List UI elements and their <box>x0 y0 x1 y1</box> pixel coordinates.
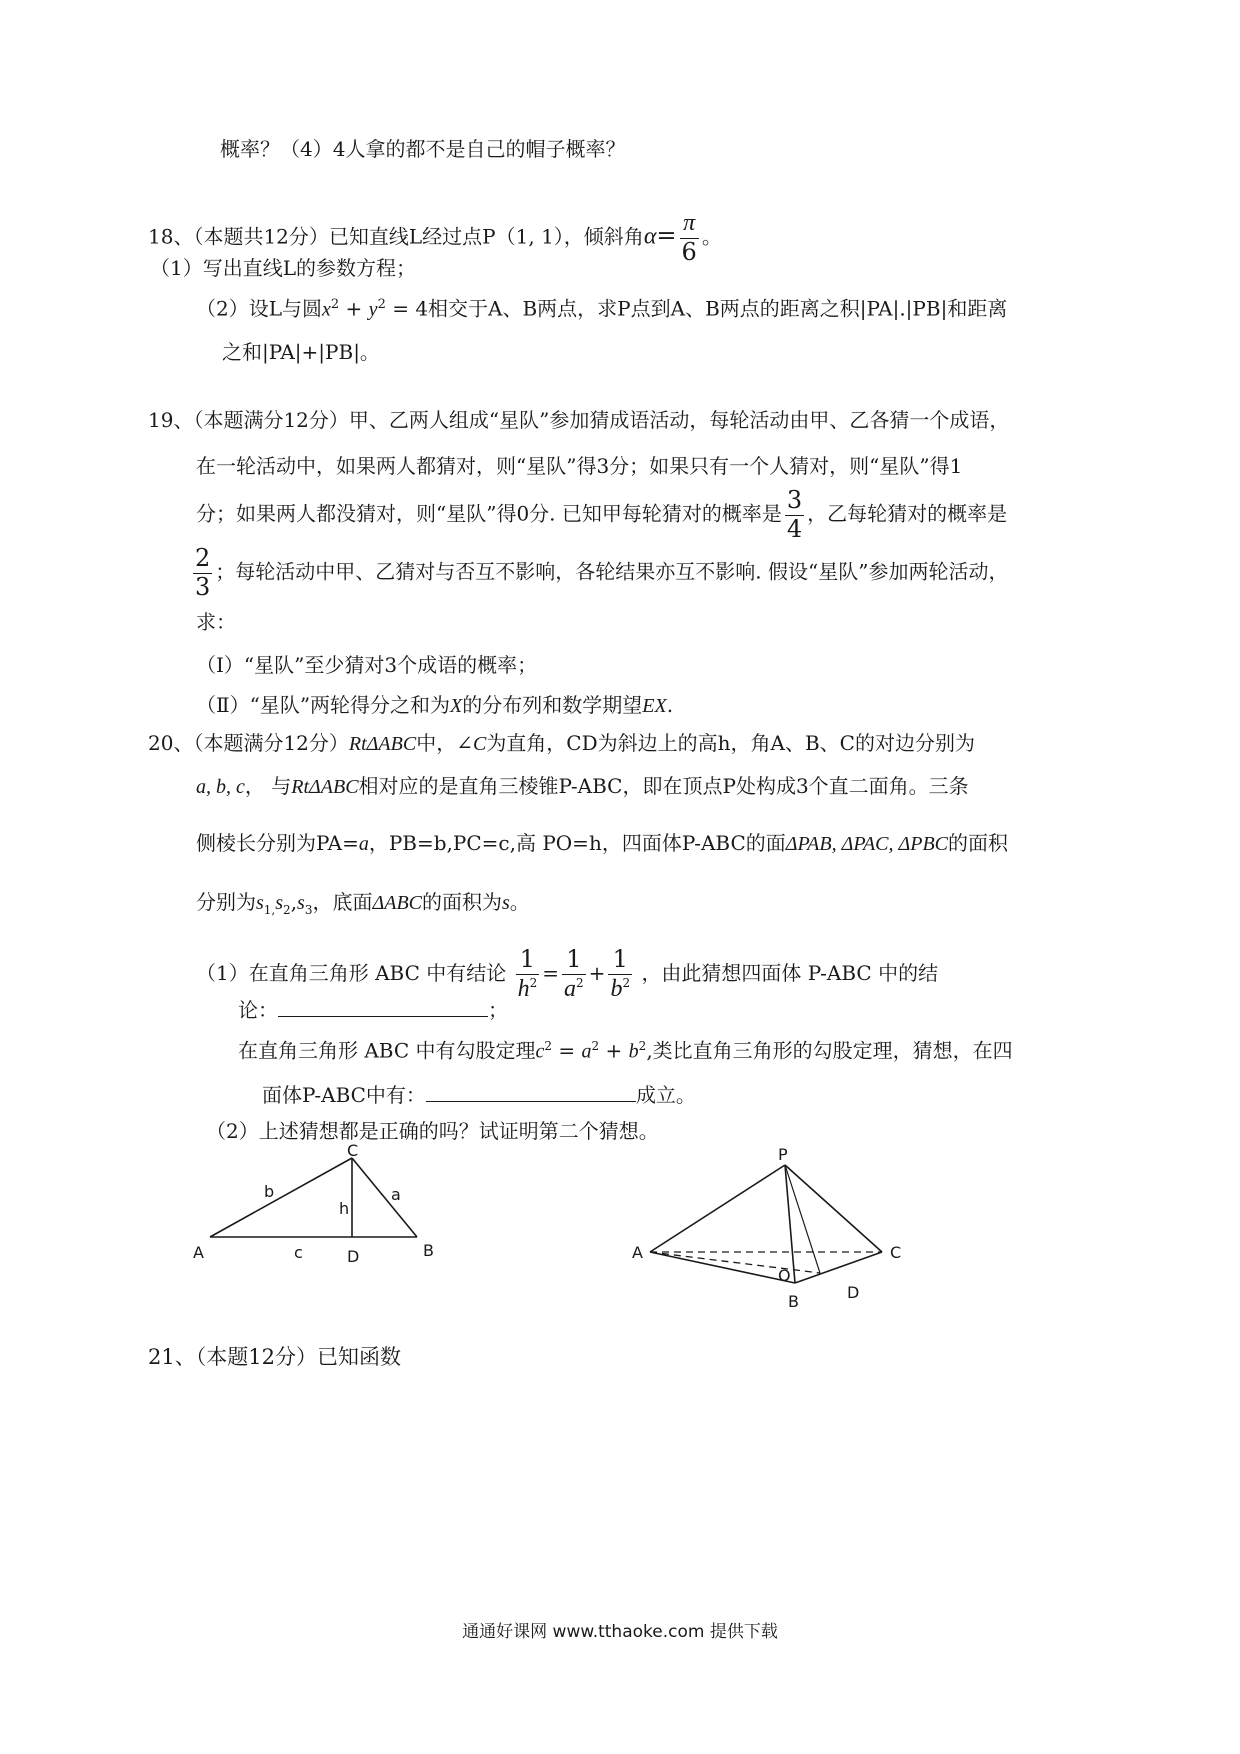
fig1-label-D: D <box>347 1247 360 1266</box>
fig1-label-c: c <box>294 1243 303 1262</box>
q19-line1: 19、（本题满分12分）甲、乙两人组成“星队”参加猜成语活动，每轮活动由甲、乙各猜一个成语， <box>148 408 1010 432</box>
q20-line2: a, b, c， 与RtΔABC相对应的是直角三棱锥P-ABC，即在顶点P处构成3个直二面角。三条 <box>196 774 969 798</box>
fig1-label-h: h <box>339 1199 350 1218</box>
q20-part1-line2: 论： ； <box>238 998 508 1022</box>
q19-part1: （I）“星队”至少猜对3个成语的概率； <box>196 653 538 677</box>
intro-line: 概率？（4）4人拿的都不是自己的帽子概率？ <box>220 137 626 161</box>
q20-part1-line3: 在直角三角形 ABC 中有勾股定理$c^2 = a^2 + b^2$,类比直角三角形的勾股定理，猜想，在四 <box>238 1038 1013 1063</box>
q19-line4: $\frac{2}{3}$ ；每轮活动中甲、乙猜对与否互不影响，各轮结果亦互不影响. 假设“星队”参加两轮活动， <box>195 544 1009 601</box>
answer-blank-2[interactable] <box>426 1083 636 1102</box>
q18-frac-den: 6 <box>681 237 697 266</box>
fig2-label-B: B <box>788 1292 799 1311</box>
q20-line3: 侧棱长分别为PA=a，PB=b,PC=c,高 PO=h，四面体P-ABC的面ΔPAB, ΔPAC, ΔPBC的面积 <box>196 831 1009 855</box>
fig2-label-A: A <box>632 1243 643 1262</box>
q18-part1: （1）写出直线L的参数方程； <box>150 256 417 280</box>
q18-part2-line2: 之和|PA|+|PB|。 <box>222 340 380 364</box>
fig2-label-D: D <box>847 1283 860 1302</box>
q19-line5: 求： <box>196 610 236 634</box>
q20-line4: 分别为$s_{1,}s_2,s_3$，底面ΔABC的面积为s。 <box>196 890 530 917</box>
q18-frac-num: π <box>680 210 699 239</box>
q20-part1-line1: （1）在直角三角形 ABC 中有结论 $\frac{1}{h^2}$ = $\frac{1}{a^2}$ + $\frac{1}{b^2}$ ，由此猜想四面体 P-ABC 中的结 <box>196 945 939 1002</box>
fig1-label-b: b <box>264 1182 275 1201</box>
fig1-label-C: C <box>347 1141 359 1160</box>
answer-blank-1[interactable] <box>278 998 488 1017</box>
q18-part2-line1: （2）设L与圆$x^2 + y^2 = 4$相交于A、B两点，求P点到A、B两点的距离之积|PA|.|PB|和距离 <box>196 296 1008 321</box>
right-triangle-figure <box>185 1140 455 1280</box>
fig1-label-A: A <box>193 1243 204 1262</box>
q20-part1-line4: 面体P-ABC中有： 成立。 <box>262 1083 696 1107</box>
q18-y-sq: 2 <box>377 297 386 312</box>
fig1-label-a: a <box>391 1185 401 1204</box>
fig2-label-O: O <box>778 1266 791 1285</box>
tetrahedron-figure <box>620 1145 930 1320</box>
q21-line1: 21、（本题12分）已知函数 <box>148 1345 401 1369</box>
page-footer: 通通好课网 www.tthaoke.com 提供下载 <box>462 1622 778 1642</box>
q20-line1: 20、（本题满分12分）RtΔABC中，∠C为直角，CD为斜边上的高h，角A、B、C的对边分别为 <box>148 731 975 755</box>
q18-heading: 18、（本题共12分）已知直线L经过点P（1, 1），倾斜角α= $\frac{\pi}{6}$ 。 <box>148 210 722 266</box>
q19-line3: 分；如果两人都没猜对，则“星队”得0分. 已知甲每轮猜对的概率是 $\frac{3}{4}$ ，乙每轮猜对的概率是 <box>196 486 1008 543</box>
q19-line2: 在一轮活动中，如果两人都猜对，则“星队”得3分；如果只有一个人猜对，则“星队”得1 <box>196 454 963 478</box>
q19-part2: （Ⅱ）“星队”两轮得分之和为X的分布列和数学期望EX. <box>196 693 674 717</box>
q20-part2: （2）上述猜想都是正确的吗？试证明第二个猜想。 <box>206 1119 659 1143</box>
fig2-label-P: P <box>778 1145 788 1164</box>
fig1-label-B: B <box>423 1241 434 1260</box>
fig2-label-C: C <box>890 1243 902 1262</box>
